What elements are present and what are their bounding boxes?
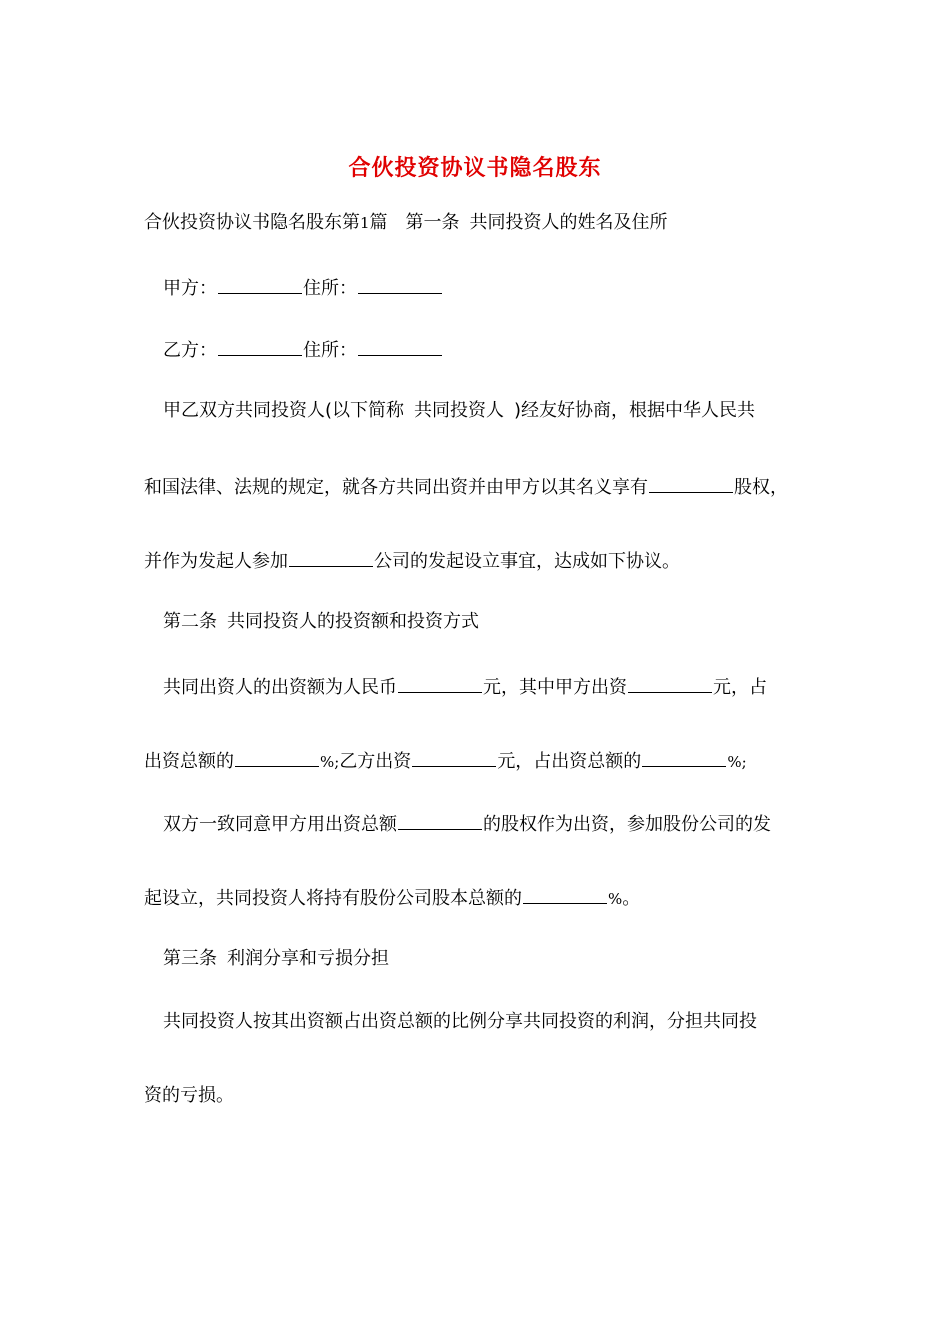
party-a-address-blank[interactable]: [358, 273, 442, 294]
p2-l2-text-b: 乙方出资: [339, 751, 412, 772]
party-b-address-blank[interactable]: [358, 335, 442, 356]
p3-text-b: 的股权作为出资，参加股份公司的发: [483, 814, 771, 835]
percent-sign-3: %: [608, 890, 623, 908]
p2-text-c: 元，占: [713, 677, 767, 698]
p1-text-d: )经友好协商，根据中华人民共: [514, 400, 756, 421]
party-b-line: [163, 335, 843, 364]
article-3-label: 第三条: [163, 948, 217, 969]
article-2-heading: [163, 609, 843, 635]
party-b-label: 乙方：: [163, 340, 217, 361]
equity-contribution-blank[interactable]: [398, 809, 482, 830]
party-b-address-label: 住所：: [303, 340, 357, 361]
p1-text-b: (以下简称: [325, 400, 405, 421]
total-amount-blank[interactable]: [398, 672, 482, 693]
equity-blank[interactable]: [649, 472, 733, 493]
article-2-title: 共同投资人的投资额和投资方式: [227, 611, 479, 632]
p3-l2-text-a: 起设立，共同投资人将持有股份公司股本总额的: [144, 888, 522, 909]
party-b-percent-blank[interactable]: [642, 746, 726, 767]
party-a-label: 甲方：: [163, 278, 217, 299]
p1-l2-text-a: 和国法律、法规的规定，就各方共同出资并由甲方以其名义享有: [144, 477, 648, 498]
party-a-name-blank[interactable]: [218, 273, 302, 294]
p4-text-a: 共同投资人按其出资额占出资总额的比例分享共同投资的利润，分担共同投: [163, 1011, 757, 1032]
p2-l2-text-a: 出资总额的: [144, 751, 234, 772]
article-1-heading-line: [144, 210, 824, 236]
document-title: 合伙投资协议书隐名股东: [348, 155, 602, 181]
paragraph-3-line-2: [144, 883, 824, 912]
party-b-name-blank[interactable]: [218, 335, 302, 356]
party-a-line: [163, 273, 843, 302]
party-a-percent-blank[interactable]: [235, 746, 319, 767]
article-1-title: 共同投资人的姓名及住所: [469, 212, 668, 233]
paragraph-2-line-2: [144, 746, 824, 775]
p3-text-a: 双方一致同意甲方用出资总额: [163, 814, 397, 835]
party-b-amount-blank[interactable]: [412, 746, 496, 767]
percent-sign-2: %;: [727, 753, 747, 771]
doc-subtitle: 合伙投资协议书隐名股东第: [144, 212, 360, 233]
party-a-amount-blank[interactable]: [628, 672, 712, 693]
p1-l3-text-a: 并作为发起人参加: [144, 551, 288, 572]
paragraph-3-line-1: [163, 809, 843, 838]
percent-sign-1: %;: [320, 753, 340, 771]
p2-text-b: 元，其中甲方出资: [483, 677, 627, 698]
paragraph-1-line-1: [163, 398, 843, 424]
p2-text-a: 共同出资人的出资额为人民币: [163, 677, 397, 698]
party-a-address-label: 住所：: [303, 278, 357, 299]
p4-l2-text: 资的亏损。: [144, 1085, 234, 1106]
paragraph-1-line-3: [144, 546, 824, 575]
p1-l2-text-b: 股权，: [734, 477, 788, 498]
p1-text-c: 共同投资人: [414, 400, 505, 421]
paragraph-4-line-2: [144, 1083, 824, 1109]
article-2-label: 第二条: [163, 611, 217, 632]
p3-l2-end: 。: [622, 888, 641, 909]
article-1-label: 第一条: [405, 212, 460, 233]
p1-l3-text-b: 公司的发起设立事宜，达成如下协议。: [374, 551, 680, 572]
paragraph-1-line-2: [144, 472, 824, 501]
article-3-heading: [163, 946, 843, 972]
company-name-blank[interactable]: [289, 546, 373, 567]
shareholding-percent-blank[interactable]: [523, 883, 607, 904]
chapter-suffix: 篇: [369, 212, 388, 233]
p2-l2-text-c: 元，占出资总额的: [497, 751, 642, 772]
p1-text-a: 甲乙双方共同投资人: [163, 400, 325, 421]
chapter-number: 1: [360, 214, 370, 232]
paragraph-2-line-1: [163, 672, 843, 701]
article-3-title: 利润分享和亏损分担: [227, 948, 389, 969]
paragraph-4-line-1: [163, 1009, 843, 1035]
